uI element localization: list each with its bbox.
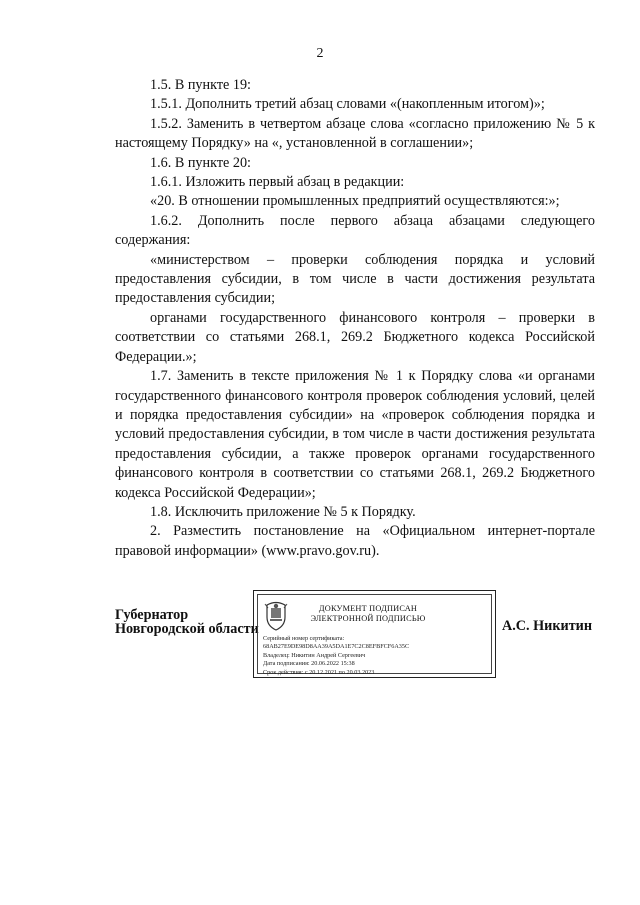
paragraph-1-8: 1.8. Исключить приложение № 5 к Порядку. xyxy=(150,503,416,520)
signature-block xyxy=(115,590,595,690)
signing-date: Дата подписания: 20.06.2022 15:38 xyxy=(263,660,355,668)
signer-name: А.С. Никитин xyxy=(502,618,593,634)
paragraph-1-5: 1.5. В пункте 19: xyxy=(150,77,251,93)
document-body xyxy=(115,76,595,561)
stamp-frame xyxy=(257,594,492,674)
position-title: Губернатор xyxy=(115,607,189,623)
paragraph-1-6-2: 1.6.2. Дополнить после первого абзаца абзацами следующего содержания: xyxy=(115,212,595,249)
stamp-title-line1: ДОКУМЕНТ ПОДПИСАН xyxy=(318,604,418,613)
page-number: 2 xyxy=(316,46,324,61)
paragraph-1-6-1: 1.6.1. Изложить первый абзац в редакции: xyxy=(150,174,405,191)
certificate-serial-label: Серийный номер сертификата: xyxy=(263,635,345,642)
paragraph-1-7: 1.7. Заменить в тексте приложения № 1 к Порядку слова «и органами государственного финансового контроля проверок соблюдения условий, целей и порядка предоставления субсидии» на «проверок соблюдения порядка и условий предоставления субсидии, в том числе в части достижения результата предоставления субсидии, а также проверок органами государственного финансового контроля в соответствии со статьями 268.1, 269.2 Бюджетного кодекса Российской Федерации»; xyxy=(115,368,595,501)
stamp-details xyxy=(263,635,409,677)
position-region: Новгородской области xyxy=(115,621,259,637)
paragraph-1-5-2: 1.5.2. Заменить в четвертом абзаце слова «согласно приложению № 5 к настоящему Порядку» на «, установленной в соглашении»; xyxy=(115,115,595,152)
electronic-signature-stamp xyxy=(253,590,496,678)
signatory-position xyxy=(115,608,259,636)
paragraph-1-6: 1.6. В пункте 20: xyxy=(150,154,251,171)
certificate-validity: Срок действия: с 20.12.2021 по 20.03.2023 xyxy=(263,668,375,676)
paragraph-financial-control: органами государственного финансового контроля – проверки в соответствии со статьями 268.1, 269.2 Бюджетного кодекса Российской Федерации.»; xyxy=(115,309,595,365)
paragraph-quote-20: «20. В отношении промышленных предприятий осуществляются:»; xyxy=(150,193,560,210)
paragraph-1-5-1: 1.5.1. Дополнить третий абзац словами «(накопленным итогом)»; xyxy=(150,96,545,113)
paragraph-ministry: «министерством – проверки соблюдения порядка и условий предоставления субсидии, в том числе в части достижения результата предоставления субсидии; xyxy=(115,251,595,307)
certificate-owner: Владелец: Никитин Андрей Сергеевич xyxy=(263,651,366,659)
stamp-title-line2: ЭЛЕКТРОННОЙ ПОДПИСЬЮ xyxy=(310,614,426,623)
stamp-title xyxy=(298,604,438,624)
coat-of-arms-icon xyxy=(262,599,290,631)
paragraph-2: 2. Разместить постановление на «Официальном интернет-портале правовой информации» (www.pravo.gov.ru). xyxy=(115,523,595,559)
certificate-serial-value: 68AB27E9DE98D8AA39A5DA1E7C2C8EFBFCF6A35C xyxy=(263,643,410,651)
